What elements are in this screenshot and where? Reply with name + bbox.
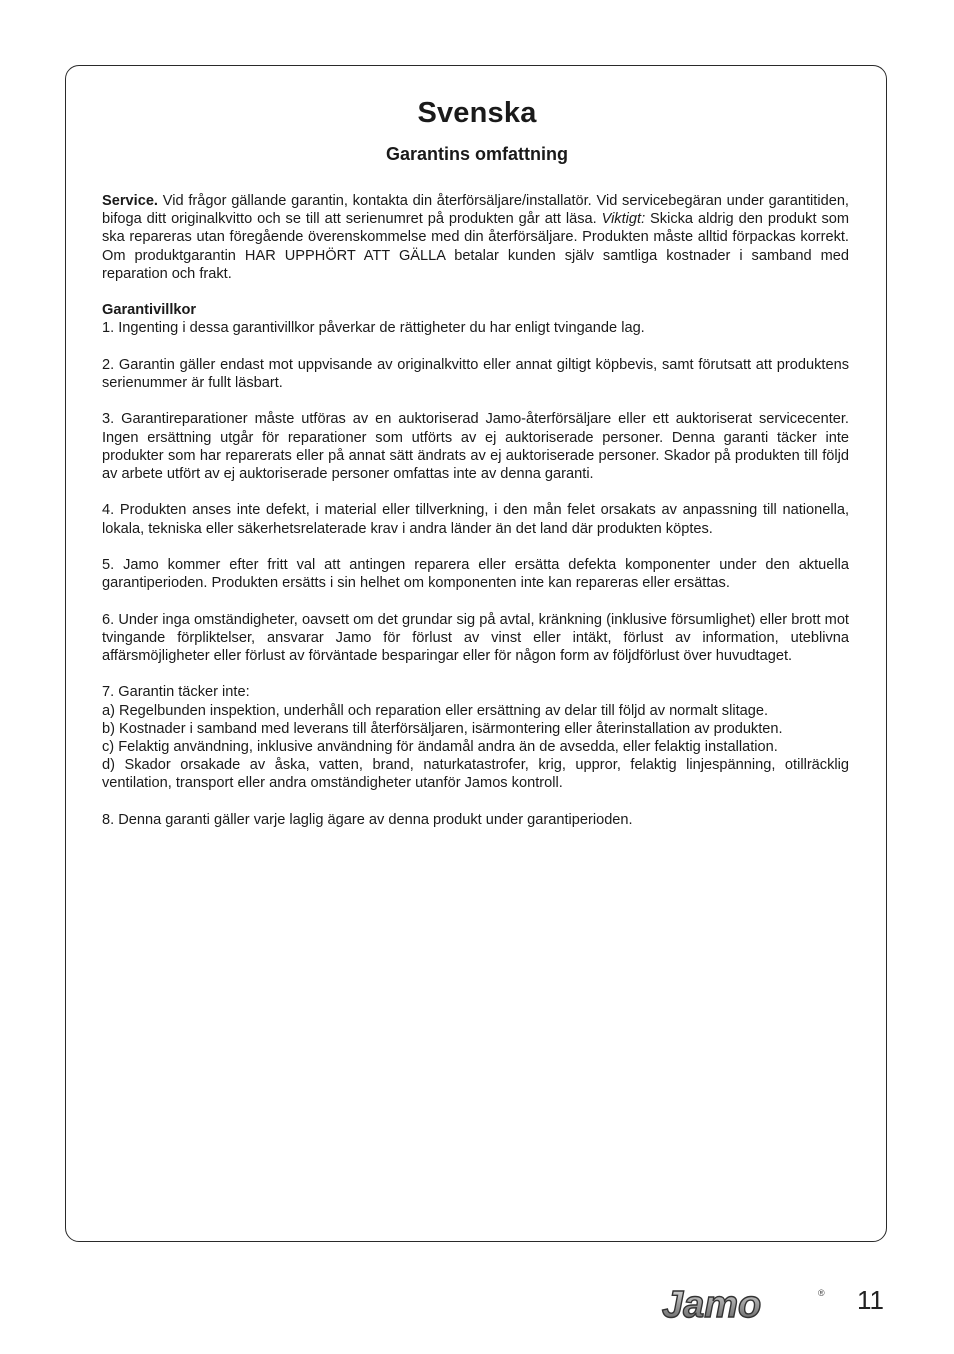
- page-title: Svenska: [417, 97, 537, 129]
- jamo-logo: [660, 1284, 830, 1324]
- warranty-text: [102, 192, 849, 847]
- term-6: 6. Under inga omständigheter, oavsett om det grundar sig på avtal, kränkning (inklusive försumlighet) eller brott mot tvingande förpliktelser, ansvarar Jamo för förlust av vinst eller intäkt, förlust av information, uteblivna affärsmöjligheter eller förlust av förväntade besparingar eller för någon form av följdförlust över huvudtaget.: [102, 611, 849, 664]
- important-label: Viktigt:: [601, 211, 646, 228]
- term-4: 4. Produkten anses inte defekt, i material eller tillverkning, i den mån felet orsakats av anpassning till nationella, lokala, tekniska eller säkerhetsrelaterade krav i andra länder än det land där produkten köptes.: [102, 502, 849, 537]
- term-1: 1. Ingenting i dessa garantivillkor påverkar de rättigheter du har enligt tvingande lag.: [102, 320, 645, 337]
- term-7c: c) Felaktig användning, inklusive användning för ändamål andra än de avsedda, eller felaktig installation.: [102, 738, 778, 755]
- term-3: 3. Garantireparationer måste utföras av en auktoriserad Jamo-återförsäljare eller ett auktoriserat servicecenter. Ingen ersättning utgår för reparationer som utförts av ej auktoriserade personer. Denna garanti täcker inte produkter som har reparerats eller på annat sätt ändrats av ej auktoriserade personer. Skador på produkten till följd av arbete utfört av ej auktoriserade personer omfattas inte av denna garanti.: [102, 411, 849, 482]
- terms-heading: Garantivillkor: [102, 302, 197, 319]
- term-7a: a) Regelbunden inspektion, underhåll och reparation eller ersättning av delar till följd av normalt slitage.: [102, 702, 769, 719]
- term-2: 2. Garantin gäller endast mot uppvisande av originalkvitto eller annat giltigt köpbevis, samt förutsatt att produktens serienummer är fullt läsbart.: [102, 356, 849, 391]
- registered-mark: ®: [818, 1288, 825, 1298]
- term-5: 5. Jamo kommer efter fritt val att antingen reparera eller ersätta defekta komponenter under den aktuella garantiperioden. Produkten ersätts i sin helhet om komponenten inte kan repareras eller ersättas.: [102, 556, 849, 592]
- term-8: 8. Denna garanti gäller varje laglig ägare av denna produkt under garantiperioden.: [102, 811, 633, 828]
- section-subtitle: Garantins omfattning: [385, 144, 568, 164]
- term-7b: b) Kostnader i samband med leverans till återförsäljaren, isärmontering eller återinstallation av produkten.: [102, 720, 783, 737]
- term-7d: d) Skador orsakade av åska, vatten, brand, naturkatastrofer, krig, uppror, felaktig linjespänning, otillräcklig ventilation, transport eller andra omständigheter utanför Jamos kontroll.: [102, 757, 849, 792]
- service-label: Service.: [102, 193, 158, 209]
- page-number: 11: [857, 1285, 884, 1315]
- service-text-1: Vid frågor gällande garantin, kontakta din återförsäljare/installatör. Vid servicebegäran under garantitiden, bifoga ditt originalkvitto och se till att serienumret på produkten går att läsa.: [102, 193, 849, 228]
- service-paragraph: [102, 192, 849, 283]
- logo-wordmark: Jamo: [662, 1284, 762, 1324]
- service-text-2: Skicka aldrig den produkt som ska repareras utan föregående överenskommelse med din återförsäljare. Produkten måste alltid förpackas korrekt. Om produktgarantin HAR UPPHÖRT ATT GÄLLA betalar kunden själv samtliga kostnader i samband med reparation och frakt.: [102, 211, 850, 282]
- term-7: 7. Garantin täcker inte:: [102, 684, 250, 701]
